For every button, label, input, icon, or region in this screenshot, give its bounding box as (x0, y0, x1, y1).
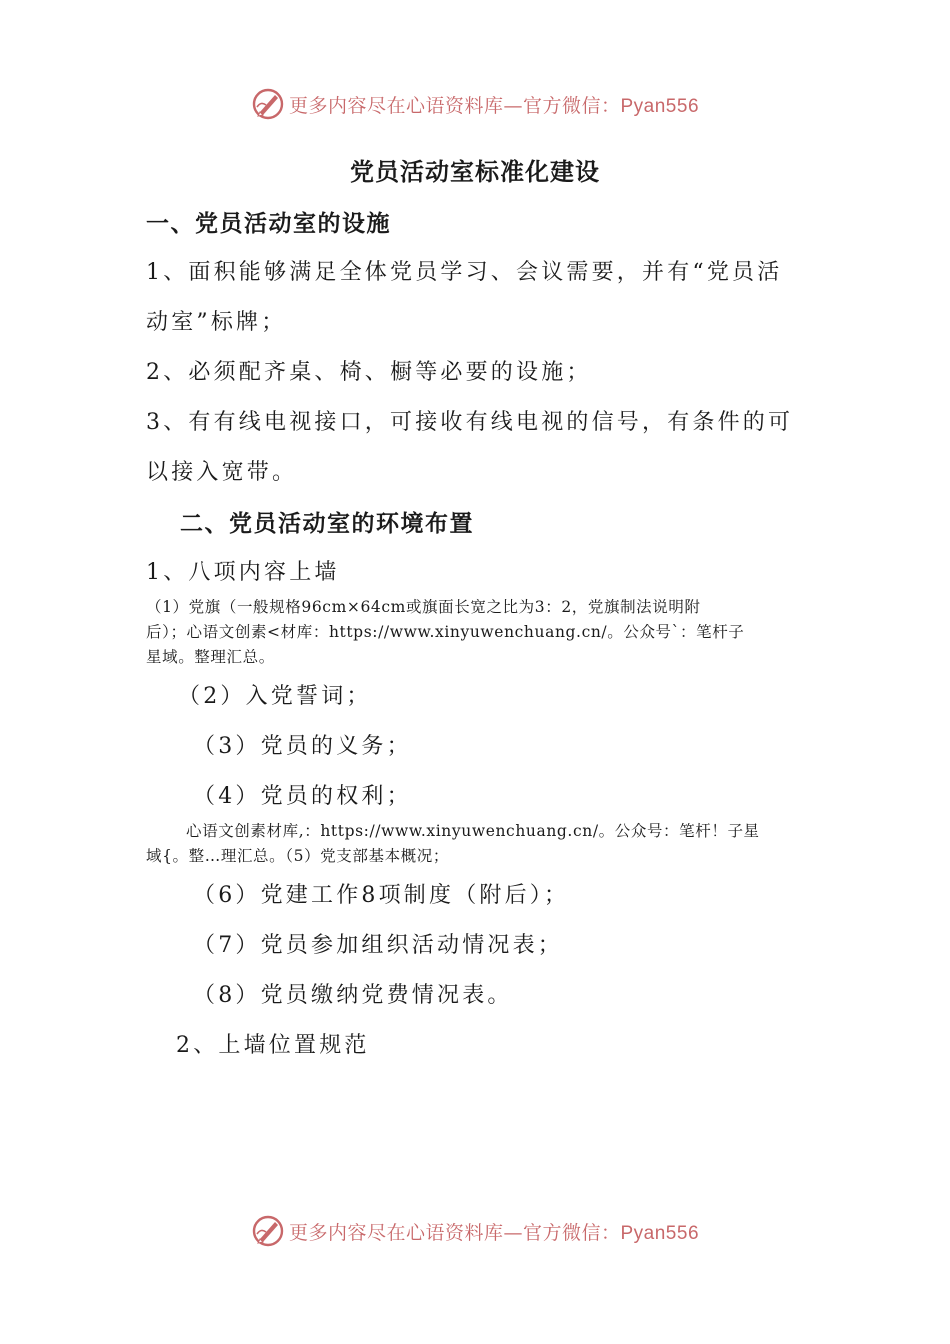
list-item-6: （6）党建工作8项制度（附后）； (193, 883, 570, 908)
section1-item3-line2: 以接入宽带。 (146, 460, 298, 485)
note2-line1: 心语文创素材库,：https://www.xinyuwenchuang.cn/。公众号：笔杆！子星 (186, 822, 760, 840)
note1-line1: （1）党旗（一般规格96cm×64cm或旗面长宽之比为3：2，党旗制法说明附 (146, 598, 701, 616)
note2-line2: 域{。整…理汇总。（5）党支部基本概况； (146, 847, 449, 865)
watermark-banner-bottom (0, 1211, 950, 1251)
list-item-7: （7）党员参加组织活动情况表； (193, 933, 563, 958)
note1-line3: 星域。整理汇总。 (146, 648, 275, 666)
pen-logo-icon (251, 87, 285, 121)
section1-item3-line1: 3、有有线电视接口，可接收有线电视的信号，有条件的可 (146, 410, 794, 435)
section1-item1-line2: 动室”标牌； (146, 310, 287, 335)
section2-sub1: 1、八项内容上墙 (146, 560, 340, 585)
watermark-text: 更多内容尽在心语资料库—官方微信：Pyan556 (288, 1221, 700, 1244)
section1-item1-line1: 1、面积能够满足全体党员学习、会议需要，并有“党员活 (146, 260, 783, 285)
watermark-handle: Pyan556 (620, 95, 700, 117)
watermark-banner-top (0, 84, 950, 124)
list-item-4: （4）党员的权利； (193, 784, 412, 809)
document-title: 党员活动室标准化建设 (350, 157, 600, 186)
note1-line2: 后）；心语文创素<材库：https://www.xinyuwenchuang.cn/。公众号`：笔杆子 (146, 623, 745, 641)
list-item-8: （8）党员缴纳党费情况表。 (193, 983, 513, 1008)
pen-logo-icon (251, 1214, 285, 1248)
section1-heading: 一、党员活动室的设施 (146, 210, 391, 237)
section2-heading: 二、党员活动室的环境布置 (180, 510, 474, 537)
section1-item2: 2、必须配齐桌、椅、橱等必要的设施； (146, 360, 592, 385)
section2-sub2: 2、上墙位置规范 (176, 1033, 370, 1058)
watermark-text: 更多内容尽在心语资料库—官方微信：Pyan556 (288, 94, 700, 117)
list-item-2: （2）入党誓词； (178, 684, 372, 709)
list-item-3: （3）党员的义务； (193, 734, 412, 759)
watermark-handle: Pyan556 (620, 1222, 700, 1244)
